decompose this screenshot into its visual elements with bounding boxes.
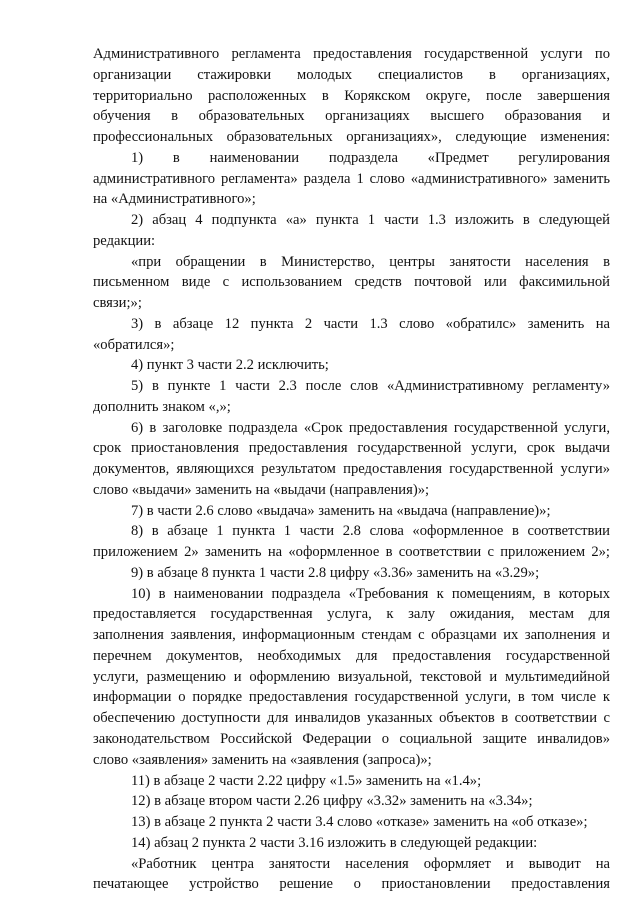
text-line: 12) в абзаце втором части 2.26 цифру «3.32» заменить на «3.34»; [131,793,533,810]
text-line: территориально расположенных в Корякском округе, после завершения [93,87,610,104]
text-line: 13) в абзаце 2 пункта 2 части 3.4 слово «отказе» заменить на «об отказе»; [131,814,588,830]
text-line: услуги, размещению и оформлению визуальной, текстовой и мультимедийной [93,668,610,685]
text-line: Административного регламента предоставления государственной услуги по [93,46,610,62]
text-line: 4) пункт 3 части 2.2 исключить; [131,357,329,374]
text-line: 3) в абзаце 12 пункта 2 части 1.3 слово «обратилс» заменить на [131,315,610,332]
text-line: «Работник центра занятости населения оформляет и выводит на [131,855,610,872]
text-line: слово «заявления» заменить на «заявления (запроса)»; [93,751,432,768]
text-line: 14) абзац 2 пункта 2 части 3.16 изложить в следующей редакции: [131,834,538,851]
text-line: печатающее устройство решение о приостановлении предоставления [93,876,610,893]
text-line: 8) в абзаце 1 пункта 1 части 2.8 слова «оформленное в соответствии [131,523,610,540]
text-line: срок приостановления предоставления государственной услуги, срок выдачи [93,440,610,457]
text-line: 9) в абзаце 8 пункта 1 части 2.8 цифру «3.36» заменить на «3.29»; [131,564,540,581]
text-line: 6) в заголовке подраздела «Срок предоставления государственной услуги, [131,419,610,436]
text-line: «обратился»; [93,336,175,353]
text-line: «при обращении в Министерство, центры занятости населения в [131,253,610,270]
text-line: 5) в пункте 1 части 2.3 после слов «Административному регламенту» [131,378,610,395]
text-line: документов, являющихся результатом предоставления государственной услуги» [93,461,610,478]
text-line: редакции: [93,232,156,249]
text-line: слово «выдачи» заменить на «выдачи (направления)»; [93,481,430,498]
text-line: обучения в образовательных организациях высшего образования и [93,108,610,125]
text-line: 11) в абзаце 2 части 2.22 цифру «1.5» заменить на «1.4»; [131,772,482,789]
text-line: приложением 2» заменить на «оформленное в соответствии с приложением 2»; [93,544,610,561]
text-line: организации стажировки молодых специалистов в организациях, [93,66,610,83]
text-line: 7) в части 2.6 слово «выдача» заменить на «выдача (направление)»; [131,502,551,519]
text-line: 10) в наименовании подраздела «Требования к помещениям, в которых [131,585,610,602]
text-line: на «Административного»; [93,191,256,208]
text-line: перечнем документов, необходимых для предоставления государственной [93,647,610,664]
text-line: 1) в наименовании подраздела «Предмет регулирования [131,149,610,166]
text-line: дополнить знаком «,»; [93,398,231,415]
text-line: предоставляется государственная услуга, к залу ожидания, местам для [93,606,610,623]
text-line: информации о порядке предоставления государственной услуги, в том числе к [93,689,610,706]
text-line: профессиональных образовательных организациях», следующие изменения: [93,129,610,145]
text-line: законодательством Российской Федерации о социальной защите инвалидов» [93,731,610,747]
text-line: связи;»; [93,295,142,312]
text-line: 2) абзац 4 подпункта «а» пункта 1 части 1.3 изложить в следующей [131,212,610,228]
text-line: заполнения заявления, информационным стендам с образцами их заполнения и [93,627,610,644]
text-line: обеспечению доступности для инвалидов указанных объектов в соответствии с [93,710,610,727]
text-line: административного регламента» раздела 1 слово «административного» заменить [93,170,610,187]
text-line: письменном виде с использованием средств почтовой или факсимильной [93,274,610,291]
